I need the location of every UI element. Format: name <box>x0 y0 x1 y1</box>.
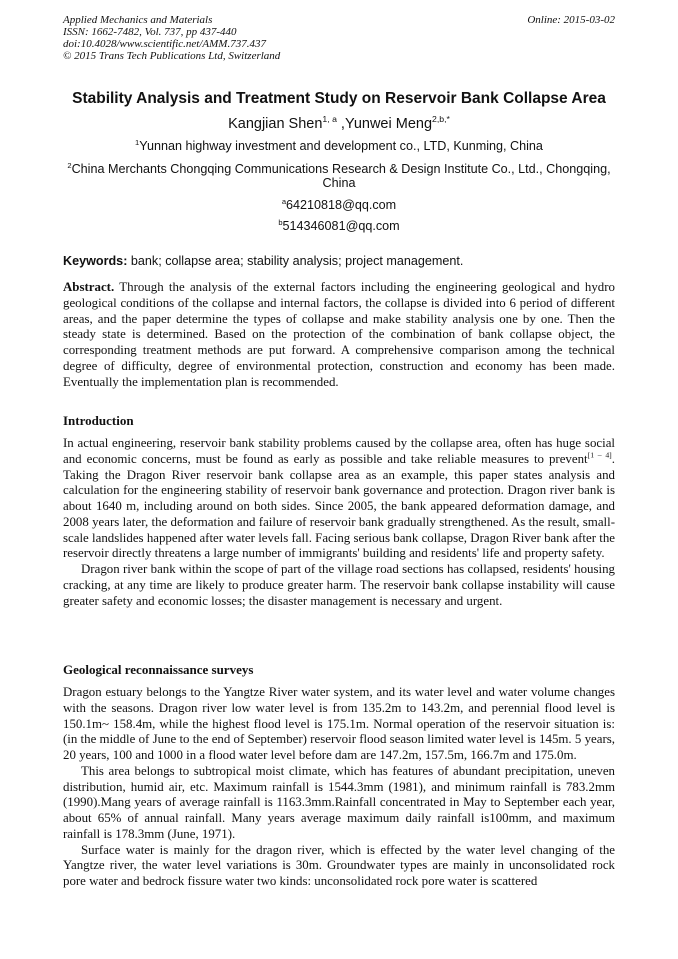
section-heading-introduction: Introduction <box>63 413 134 428</box>
online-date: Online: 2015-03-02 <box>527 14 615 26</box>
paragraph <box>63 436 615 562</box>
author-name: ,Yunwei Meng <box>336 116 433 132</box>
paragraph-text: In actual engineering, reservoir bank stability problems caused by the collapse area, often has huge social and economic concerns, must be found as early as possible and take reliable measures to prevent <box>63 436 615 466</box>
paragraph: This area belongs to subtropical moist climate, which has features of abundant precipitation, uneven distribution, humid air, etc. Maximum rainfall is 1544.3mm (1981), and minimum rainfall is 783.2mm (1990).Mang years of average rainfall is 1163.3mm.Rainfall concentrated in May to September each year, about 65% of annual rainfall. Many years average maximum daily rainfall is100mm, and maximum rainfall is 178.3mm (June, 1971). <box>63 763 615 841</box>
affiliation-2 <box>63 162 615 190</box>
paragraph: Surface water is mainly for the dragon river, which is effected by the water level changing of the Yangtze river, the water level variations is 30m. Groundwater types are mainly in unconsolidated rock pore water and bedrock fissure water two kinds: unconsolidated rock pore water is scattered <box>63 842 615 888</box>
author-sup: 1, a <box>322 114 337 125</box>
abstract-text: Through the analysis of the external factors including the engineering geological and hydro geological conditions of the collapse and internal factors, the collapse is divided into 6 period of different areas, and the paper determine the types of collapse and make stability analysis one by one. Then the steady state is determined. Based on the protection of the combination of bank collapse object, the corresponding treatment methods are put forward. A comprehensive comparison among the technical degree of difficulty, degree of environmental protection, construction and economy has been made. Eventually the implementation plan is recommended. <box>63 280 615 389</box>
introduction-body <box>63 436 615 609</box>
paper-title: Stability Analysis and Treatment Study on Reservoir Bank Collapse Area <box>72 90 606 107</box>
journal-info <box>63 14 280 62</box>
email-sup: a <box>281 196 287 206</box>
doi: doi:10.4028/www.scientific.net/AMM.737.437 <box>63 38 266 50</box>
journal-name: Applied Mechanics and Materials <box>63 14 213 26</box>
keywords <box>63 254 463 268</box>
paragraph-text: . Taking the Dragon River reservoir bank collapse area as an example, this paper states analysis and calculation for the engineering stability of reservoir bank governance and protection. Dragon river bank is about 1640 m, including around on both sides. Since 2005, the bank appeared deformation damage, and 2008 years later, the deformation and failure of reservoir bank gradually strengthened. As the result, small-scale landslides happened after water levels fall. Facing serious bank collapse, Dragon River bank after the reservoir directly threatens a large number of immigrants' building and residents' life and property safety. <box>63 451 615 561</box>
authors <box>63 116 615 132</box>
email-text: 64210818@qq.com <box>286 198 397 212</box>
affiliation-text: Yunnan highway investment and development co., LTD, Kunming, China <box>139 139 543 153</box>
geological-body <box>63 685 615 890</box>
copyright: © 2015 Trans Tech Publications Ltd, Switzerland <box>63 50 281 62</box>
email-text: 514346081@qq.com <box>282 219 400 233</box>
email-sup: b <box>278 217 283 227</box>
abstract-label: Abstract. <box>63 280 115 294</box>
affiliation-sup: 2 <box>67 160 72 170</box>
author-sup: 2,b,* <box>432 114 450 125</box>
affiliation-1 <box>63 139 615 153</box>
email-a <box>63 198 615 212</box>
affiliation-sup: 1 <box>135 137 140 147</box>
abstract <box>63 280 615 390</box>
citation: [1 – 4] <box>587 450 612 460</box>
keywords-text: bank; collapse area; stability analysis; project management. <box>127 254 464 268</box>
paragraph: Dragon estuary belongs to the Yangtze River water system, and its water level and water volume changes with the seasons. Dragon river low water level is from 135.2m to 143.2m, and perennial flood level is 150.1m~ 158.4m, while the highest flood level is 175.1m. Normal operation of the reservoir situation is: (in the middle of June to the end of September) reservoir flood season limited water level is 145m. 5 years, 20 years, 100 and 1000 in a flood water level before dam are 147.2m, 157.5m, 166.7m and 175.0m. <box>63 685 615 762</box>
section-heading-geological: Geological reconnaissance surveys <box>63 662 254 677</box>
author-name: Kangjian Shen <box>228 116 323 132</box>
keywords-label: Keywords: <box>63 254 128 268</box>
paragraph: Dragon river bank within the scope of part of the village road sections has collapsed, residents' housing cracking, at any time are likely to produce greater harm. The reservoir bank collapse instability will cause greater safety and economic losses; the disaster management is necessary and urgent. <box>63 562 615 608</box>
email-b <box>63 219 615 233</box>
affiliation-text: China Merchants Chongqing Communications Research & Design Institute Co., Ltd., Chongqing, China <box>71 162 611 190</box>
issn: ISSN: 1662-7482, Vol. 737, pp 437-440 <box>63 26 237 38</box>
